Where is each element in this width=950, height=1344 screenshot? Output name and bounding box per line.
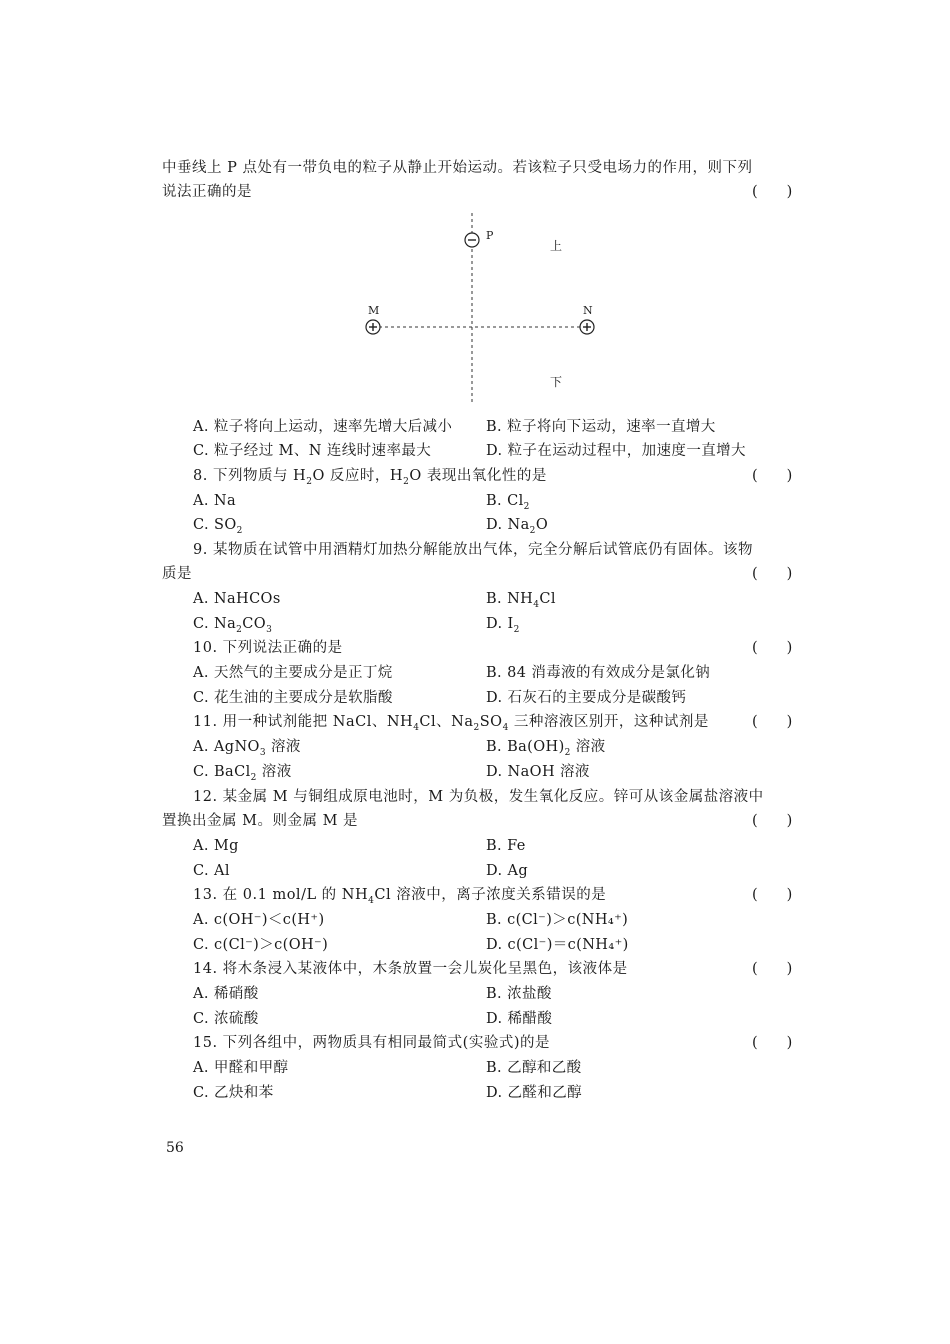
- q14-stem: 14. 将木条浸入某液体中，木条放置一会儿炭化呈黑色，该液体是: [193, 961, 628, 977]
- q12-option-d: D. Ag: [486, 863, 529, 879]
- q11-option-a: A. AgNO$_3$ 溶液: [193, 739, 301, 758]
- q12-option-b: B. Fe: [486, 838, 526, 854]
- electric-field-figure: [335, 205, 625, 410]
- q7-option-d: D. 粒子在运动过程中，加速度一直增大: [486, 443, 746, 459]
- q12-answer-paren: ( ): [752, 813, 793, 829]
- q11-option-c: C. BaCl$_2$ 溶液: [193, 764, 292, 783]
- label-p: P: [486, 229, 494, 242]
- q11-option-d: D. NaOH 溶液: [486, 764, 590, 780]
- q8-stem: 8. 下列物质与 $H_2O$ 反应时，$H_2O$ 表现出氧化性的是: [193, 468, 547, 487]
- q15-option-a: A. 甲醛和甲醇: [193, 1060, 289, 1076]
- q9-option-b: B. $NH_4Cl$: [486, 591, 556, 610]
- charges-diagram: [335, 205, 625, 410]
- q9-stem-line-1: 9. 某物质在试管中用酒精灯加热分解能放出气体，完全分解后试管底仍有固体。该物: [193, 542, 753, 558]
- q12-option-a: A. Mg: [193, 838, 239, 854]
- q14-option-b: B. 浓盐酸: [486, 986, 552, 1002]
- q14-option-a: A. 稀硝酸: [193, 986, 259, 1002]
- q7-stem-line-1: 中垂线上 P 点处有一带负电的粒子从静止开始运动。若该粒子只受电场力的作用，则下列: [162, 160, 753, 176]
- q14-option-d: D. 稀醋酸: [486, 1011, 553, 1027]
- q11-answer-paren: ( ): [752, 714, 793, 730]
- q10-option-c: C. 花生油的主要成分是软脂酸: [193, 690, 393, 706]
- q13-answer-paren: ( ): [752, 887, 793, 903]
- q7-option-c: C. 粒子经过 M、N 连线时速率最大: [193, 443, 432, 459]
- q9-answer-paren: ( ): [752, 566, 793, 582]
- q13-stem: 13. 在 0.1 mol/L 的 $NH_4Cl$ 溶液中，离子浓度关系错误的是: [193, 887, 607, 906]
- q13-option-b: B. c(Cl⁻)＞c(NH₄⁺): [486, 912, 629, 928]
- q15-option-d: D. 乙醛和乙醇: [486, 1085, 583, 1101]
- q11-option-b: B. $Ba(OH)_2$ 溶液: [486, 739, 606, 758]
- q8-option-d: D. $Na_2O$: [486, 517, 549, 536]
- q12-stem-line-1: 12. 某金属 M 与铜组成原电池时，M 为负极，发生氧化反应。锌可从该金属盐溶液中: [193, 789, 764, 805]
- label-m: M: [368, 304, 380, 317]
- q8-option-a: A. Na: [193, 493, 237, 509]
- q9-option-c: C. $Na_2CO_3$: [193, 616, 273, 635]
- q15-option-c: C. 乙炔和苯: [193, 1085, 274, 1101]
- page-number: 56: [166, 1140, 184, 1156]
- q9-option-a: A. NaHCOs: [193, 591, 281, 607]
- label-n: N: [583, 304, 593, 317]
- q12-option-c: C. Al: [193, 863, 230, 879]
- q8-option-c: C. $SO_2$: [193, 517, 243, 536]
- q7-stem-line-2: 说法正确的是: [162, 184, 252, 200]
- label-up: 上: [550, 239, 563, 253]
- q10-stem: 10. 下列说法正确的是: [193, 640, 343, 656]
- q13-option-a: A. c(OH⁻)＜c(H⁺): [193, 912, 325, 928]
- positive-charge-n-icon: [580, 320, 594, 334]
- q7-answer-paren: ( ): [752, 184, 793, 200]
- q8-option-b: B. $Cl_2$: [486, 493, 530, 512]
- negative-charge-icon: [465, 233, 479, 247]
- q14-option-c: C. 浓硫酸: [193, 1011, 259, 1027]
- q7-option-a: A. 粒子将向上运动，速率先增大后减小: [193, 419, 453, 435]
- q12-stem-line-2: 置换出金属 M。则金属 M 是: [162, 813, 359, 829]
- q8-answer-paren: ( ): [752, 468, 793, 484]
- q10-option-a: A. 天然气的主要成分是正丁烷: [193, 665, 393, 681]
- q7-option-b: B. 粒子将向下运动，速率一直增大: [486, 419, 716, 435]
- q11-stem: 11. 用一种试剂能把 NaCl、$NH_4Cl$、$Na_2SO_4$ 三种溶液区别开，这种试剂是: [193, 714, 709, 733]
- q15-answer-paren: ( ): [752, 1035, 793, 1051]
- q9-stem-line-2: 质是: [162, 566, 192, 582]
- q10-answer-paren: ( ): [752, 640, 793, 656]
- q9-option-d: D. $I_2$: [486, 616, 520, 635]
- q15-option-b: B. 乙醇和乙酸: [486, 1060, 582, 1076]
- q14-answer-paren: ( ): [752, 961, 793, 977]
- label-down: 下: [550, 375, 563, 389]
- q10-option-b: B. 84 消毒液的有效成分是氯化钠: [486, 665, 711, 681]
- q13-option-c: C. c(Cl⁻)＞c(OH⁻): [193, 937, 329, 953]
- q15-stem: 15. 下列各组中，两物质具有相同最简式(实验式)的是: [193, 1035, 550, 1051]
- q10-option-d: D. 石灰石的主要成分是碳酸钙: [486, 690, 687, 706]
- q13-option-d: D. c(Cl⁻)＝c(NH₄⁺): [486, 937, 629, 953]
- positive-charge-m-icon: [366, 320, 380, 334]
